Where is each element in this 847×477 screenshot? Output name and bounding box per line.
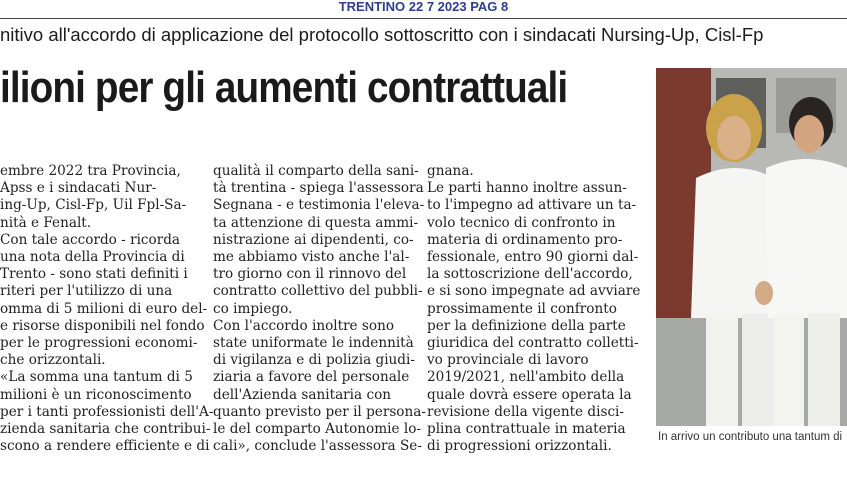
article-text-line: scono a rendere efficiente e di [0, 438, 210, 455]
article-text-line: e si sono impegnate ad avviare [427, 283, 641, 300]
article-text-line: zienda sanitaria che contribui- [0, 421, 211, 438]
article-text-line: milioni è un riconoscimento [0, 386, 192, 403]
article-text-line: una nota della Provincia di [0, 249, 185, 266]
article-text-line: riteri per l'utilizzo di una [0, 283, 173, 300]
article-text-line: quanto previsto per il persona- [213, 403, 426, 420]
article-text-line: e risorse disponibili nel fondo [0, 317, 205, 334]
article-text-line: ing-Up, Cisl-Fp, Uil Fpl-Sa- [0, 197, 187, 214]
photo-caption: In arrivo un contributo una tantum di [658, 431, 843, 443]
article-text-line: per i tanti professionisti dell'A- [0, 403, 214, 420]
article-text-line: me abbiamo visto anche l'al- [213, 249, 410, 266]
article-text-line: volo tecnico di confronto in [427, 214, 616, 231]
header-rule [0, 18, 847, 19]
article-text-line: Con l'accordo inoltre sono [213, 317, 395, 334]
article-text-line: omma di 5 milioni di euro del- [0, 300, 208, 317]
article-text-line: fessionale, entro 90 giorni dal- [427, 249, 639, 266]
article-kicker: nitivo all'accordo di applicazione del protocollo sottoscritto con i sindacati Nursing-Up, Cisl-Fp [0, 24, 764, 45]
article-text-line: giuridica del contratto colletti- [427, 335, 639, 352]
article-photo [656, 68, 847, 426]
article-headline: ilioni per gli aumenti contrattuali [0, 63, 568, 112]
article-text-line: per le progressioni economi- [0, 335, 198, 352]
article-text-line: per la definizione della parte [427, 317, 626, 334]
article-column-2 [213, 163, 426, 455]
article-text-line: prossimamente il confronto [427, 300, 617, 317]
article-text-line: di vigilanza e di polizia giudi- [213, 352, 415, 369]
article-column-1 [0, 163, 214, 455]
article-text-line: tro giorno con il rinnovo del [213, 266, 407, 283]
article-text-line: «La somma una tantum di 5 [0, 369, 193, 386]
article-text-line: state uniformate le indennità [213, 335, 414, 352]
article-text-line: cali», conclude l'assessora Se- [213, 438, 422, 455]
article-text-line: dell'Azienda sanitaria con [213, 386, 392, 403]
article-text-line: le del comparto Autonomie lo- [213, 421, 421, 438]
article-text-line: Le parti hanno inoltre assun- [427, 180, 627, 197]
article-text-line: tà trentina - spiega l'assessora [213, 180, 424, 197]
article-text-line: plina contrattuale in materia [427, 421, 626, 438]
article-text-line: Con tale accordo - ricorda [0, 231, 181, 248]
article-text-line: ta attenzione di questa ammi- [213, 214, 419, 231]
article-text-line: nistrazione ai dipendenti, co- [213, 231, 414, 248]
article-text-line: Trento - sono stati definiti i [0, 266, 188, 283]
article-text-line: la sottoscrizione dell'accordo, [427, 266, 633, 283]
article-text-line: vo provinciale di lavoro [427, 352, 589, 369]
article-text-line: ziaria a favore del personale [213, 369, 410, 386]
article-text-line: co impiego. [213, 300, 293, 317]
article-text-line: qualità il comparto della sani- [213, 163, 419, 179]
article-text-line: contratto collettivo del pubbli- [213, 283, 423, 300]
article-text-line: quale dovrà essere operata la [427, 386, 632, 403]
article-text-line: nità e Fenalt. [0, 214, 92, 231]
article-text-line: che orizzontali. [0, 352, 106, 369]
article-text-line: gnana. [427, 163, 474, 179]
article-column-3 [427, 163, 639, 455]
article-text-line: di progressioni orizzontali. [427, 438, 612, 455]
article-text-line: 2019/2021, nell'ambito della [427, 369, 625, 386]
source-line: TRENTINO 22 7 2023 PAG 8 [338, 0, 509, 14]
article-text-line: materia di ordinamento pro- [427, 231, 623, 248]
article-text-line: revisione della vigente disci- [427, 403, 625, 420]
article-text-line: Segnana - e testimonia l'eleva- [213, 197, 425, 214]
article-text-line: embre 2022 tra Provincia, [0, 163, 181, 179]
article-text-line: Apss e i sindacati Nur- [0, 180, 157, 197]
article-text-line: to l'impegno ad attivare un ta- [427, 197, 637, 214]
